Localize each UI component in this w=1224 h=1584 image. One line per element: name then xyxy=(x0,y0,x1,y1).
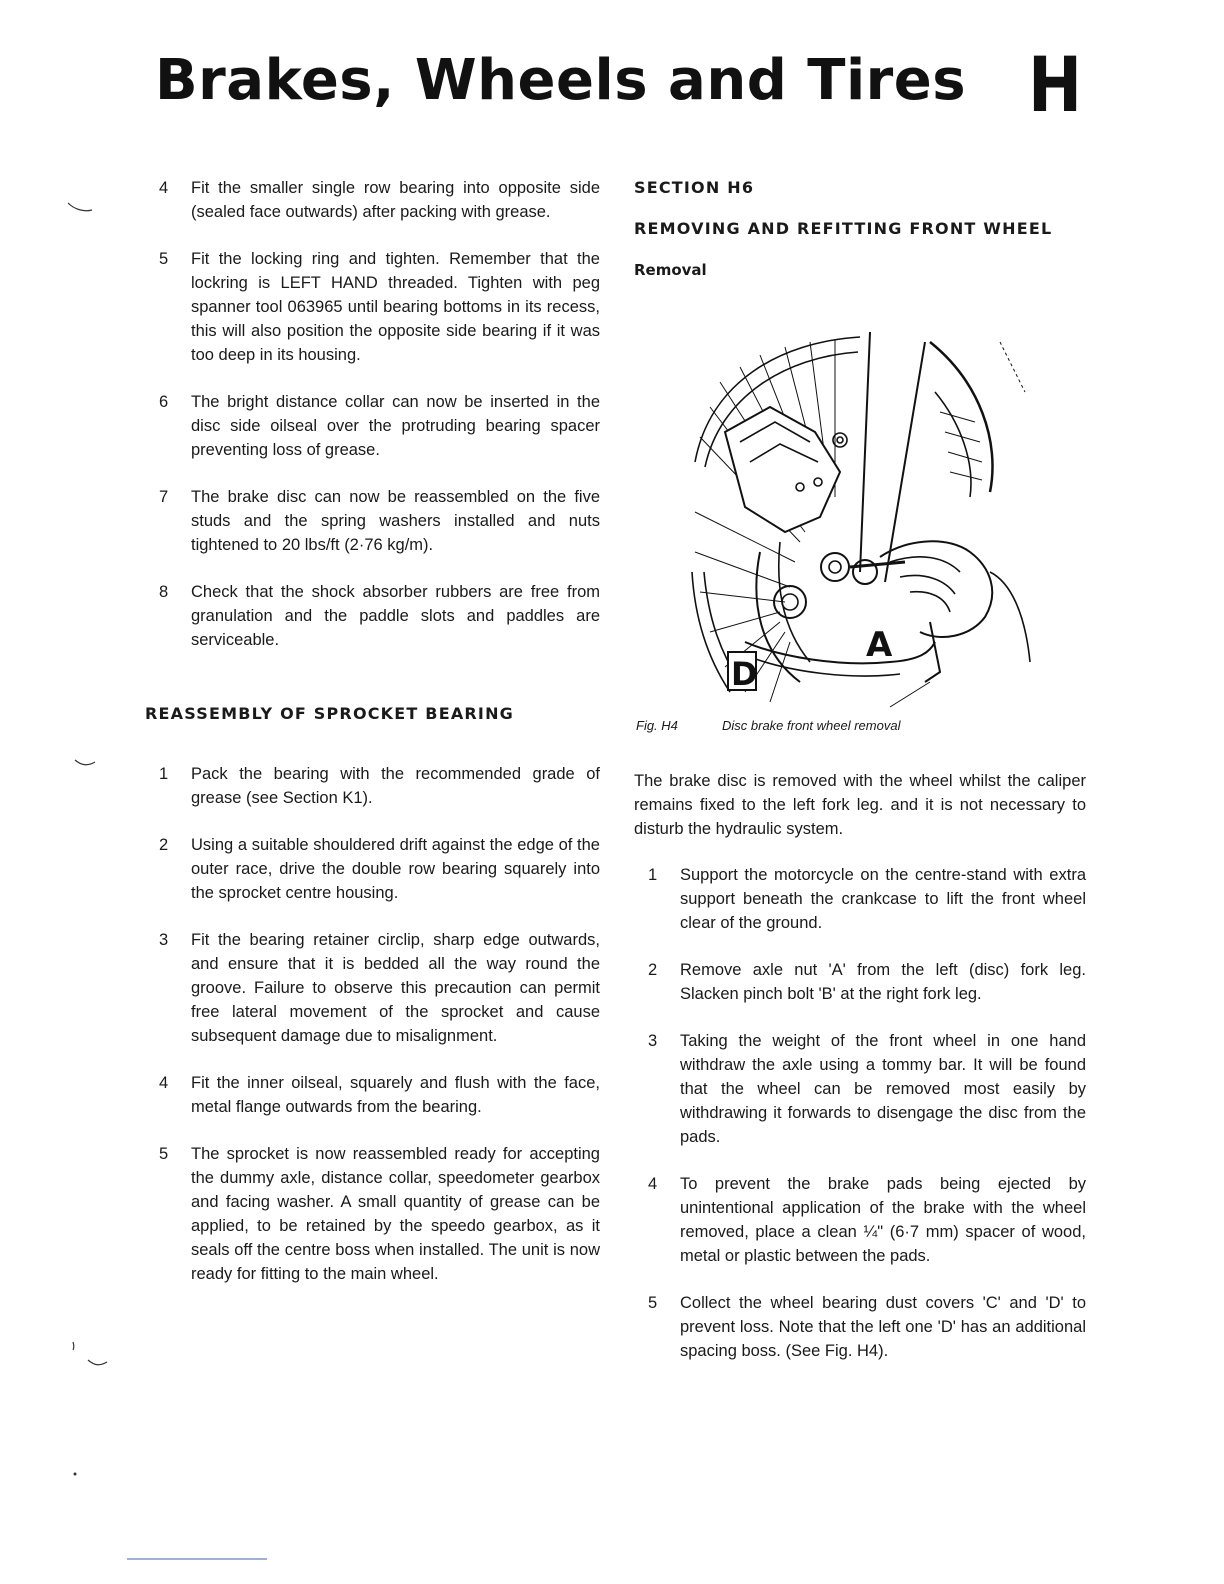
item-text: Fit the bearing retainer circlip, sharp edge outwards, and ensure that it is bedded all the way round the groove. Failure to observe this precaution can permit free lateral movement of the sprocket and cause subsequent damage due to misalignment. xyxy=(191,931,600,1045)
list-item xyxy=(634,863,1086,935)
item-number: 8 xyxy=(159,583,169,601)
section-heading: REMOVING AND REFITTING FRONT WHEEL xyxy=(634,219,1053,238)
item-text: Fit the smaller single row bearing into opposite side (sealed face outwards) after packing with grease. xyxy=(191,179,600,221)
list-item xyxy=(634,1172,1086,1268)
item-number: 6 xyxy=(159,393,169,411)
list-item xyxy=(145,176,600,224)
removal-steps-list xyxy=(634,863,1086,1363)
item-text: Using a suitable shouldered drift against the edge of the outer race, drive the double row bearing squarely into the sprocket centre housing. xyxy=(191,836,600,902)
item-number: 2 xyxy=(159,836,169,854)
item-text: Check that the shock absorber rubbers are free from granulation and the paddle slots and paddles are serviceable. xyxy=(191,583,600,649)
figure-label: Fig. H4 xyxy=(636,718,678,733)
item-number: 2 xyxy=(648,961,658,979)
list-item xyxy=(145,580,600,652)
item-text: The brake disc can now be reassembled on the five studs and the spring washers installed and nuts tightened to 20 lbs/ft (2·76 kg/m). xyxy=(191,488,600,554)
item-text: The sprocket is now reassembled ready for accepting the dummy axle, distance collar, speedometer gearbox and facing washer. A small quantity of grease can be applied, to be retained by the speedo gearbox, as it seals off the centre boss when installed. The unit is now ready for fitting to the main wheel. xyxy=(191,1145,600,1283)
removal-subheading: Removal xyxy=(634,261,707,279)
left-column xyxy=(145,176,600,1309)
item-text: To prevent the brake pads being ejected by unintentional application of the brake with the wheel removed, place a clean ¼" (6·7 mm) spacer of wood, metal or plastic between the pads. xyxy=(680,1175,1086,1265)
item-number: 4 xyxy=(159,179,169,197)
section-letter: H xyxy=(1028,40,1083,129)
item-text: Support the motorcycle on the centre-stand with extra support beneath the crankcase to lift the front wheel clear of the ground. xyxy=(680,866,1086,932)
list-item xyxy=(145,833,600,905)
item-number: 5 xyxy=(159,250,169,268)
left-top-list xyxy=(145,176,600,652)
item-text: Taking the weight of the front wheel in one hand withdraw the axle using a tommy bar. It will be found that the wheel can be removed most easily by withdrawing it forwards to disengage the disc from the pads. xyxy=(680,1032,1086,1146)
section-number: SECTION H6 xyxy=(634,178,755,197)
list-item xyxy=(145,928,600,1048)
item-text: The bright distance collar can now be inserted in the disc side oilseal over the protruding bearing spacer preventing loss of grease. xyxy=(191,393,600,459)
list-item xyxy=(634,958,1086,1006)
left-bottom-list xyxy=(145,762,600,1286)
item-number: 5 xyxy=(159,1145,169,1163)
list-item xyxy=(634,1029,1086,1149)
item-number: 5 xyxy=(648,1294,658,1312)
list-item xyxy=(145,1142,600,1286)
item-number: 4 xyxy=(648,1175,658,1193)
list-item xyxy=(145,247,600,367)
intro-paragraph: The brake disc is removed with the wheel whilst the caliper remains fixed to the left fork leg. and it is not necessary to disturb the hydraulic system. xyxy=(634,772,1086,838)
item-number: 3 xyxy=(159,931,169,949)
page-title: Brakes, Wheels and Tires xyxy=(155,48,967,113)
reassembly-heading: REASSEMBLY OF SPROCKET BEARING xyxy=(145,704,514,723)
figure-caption-text: Disc brake front wheel removal xyxy=(722,718,901,733)
list-item xyxy=(145,762,600,810)
figure-caption xyxy=(636,718,900,733)
item-text: Fit the locking ring and tighten. Remember that the lockring is LEFT HAND threaded. Tighten with peg spanner tool 063965 until bearing bottoms in its recess, this will also position the opposite side bearing if it was too deep in its housing. xyxy=(191,250,600,364)
item-number: 7 xyxy=(159,488,169,506)
callout-d: D xyxy=(731,655,758,693)
item-number: 4 xyxy=(159,1074,169,1092)
list-item xyxy=(145,1071,600,1119)
item-text: Fit the inner oilseal, squarely and flush with the face, metal flange outwards from the bearing. xyxy=(191,1074,600,1116)
front-wheel-illustration xyxy=(690,322,1035,710)
item-number: 3 xyxy=(648,1032,658,1050)
list-item xyxy=(145,390,600,462)
item-number: 1 xyxy=(159,765,169,783)
item-number: 1 xyxy=(648,866,658,884)
item-text: Remove axle nut 'A' from the left (disc) fork leg. Slacken pinch bolt 'B' at the right fork leg. xyxy=(680,961,1086,1003)
callout-a: A xyxy=(866,625,893,665)
list-item xyxy=(145,485,600,557)
item-text: Collect the wheel bearing dust covers 'C' and 'D' to prevent loss. Note that the left one 'D' has an additional spacing boss. (See Fig. H4). xyxy=(680,1294,1086,1360)
list-item xyxy=(634,1291,1086,1363)
item-text: Pack the bearing with the recommended grade of grease (see Section K1). xyxy=(191,765,600,807)
